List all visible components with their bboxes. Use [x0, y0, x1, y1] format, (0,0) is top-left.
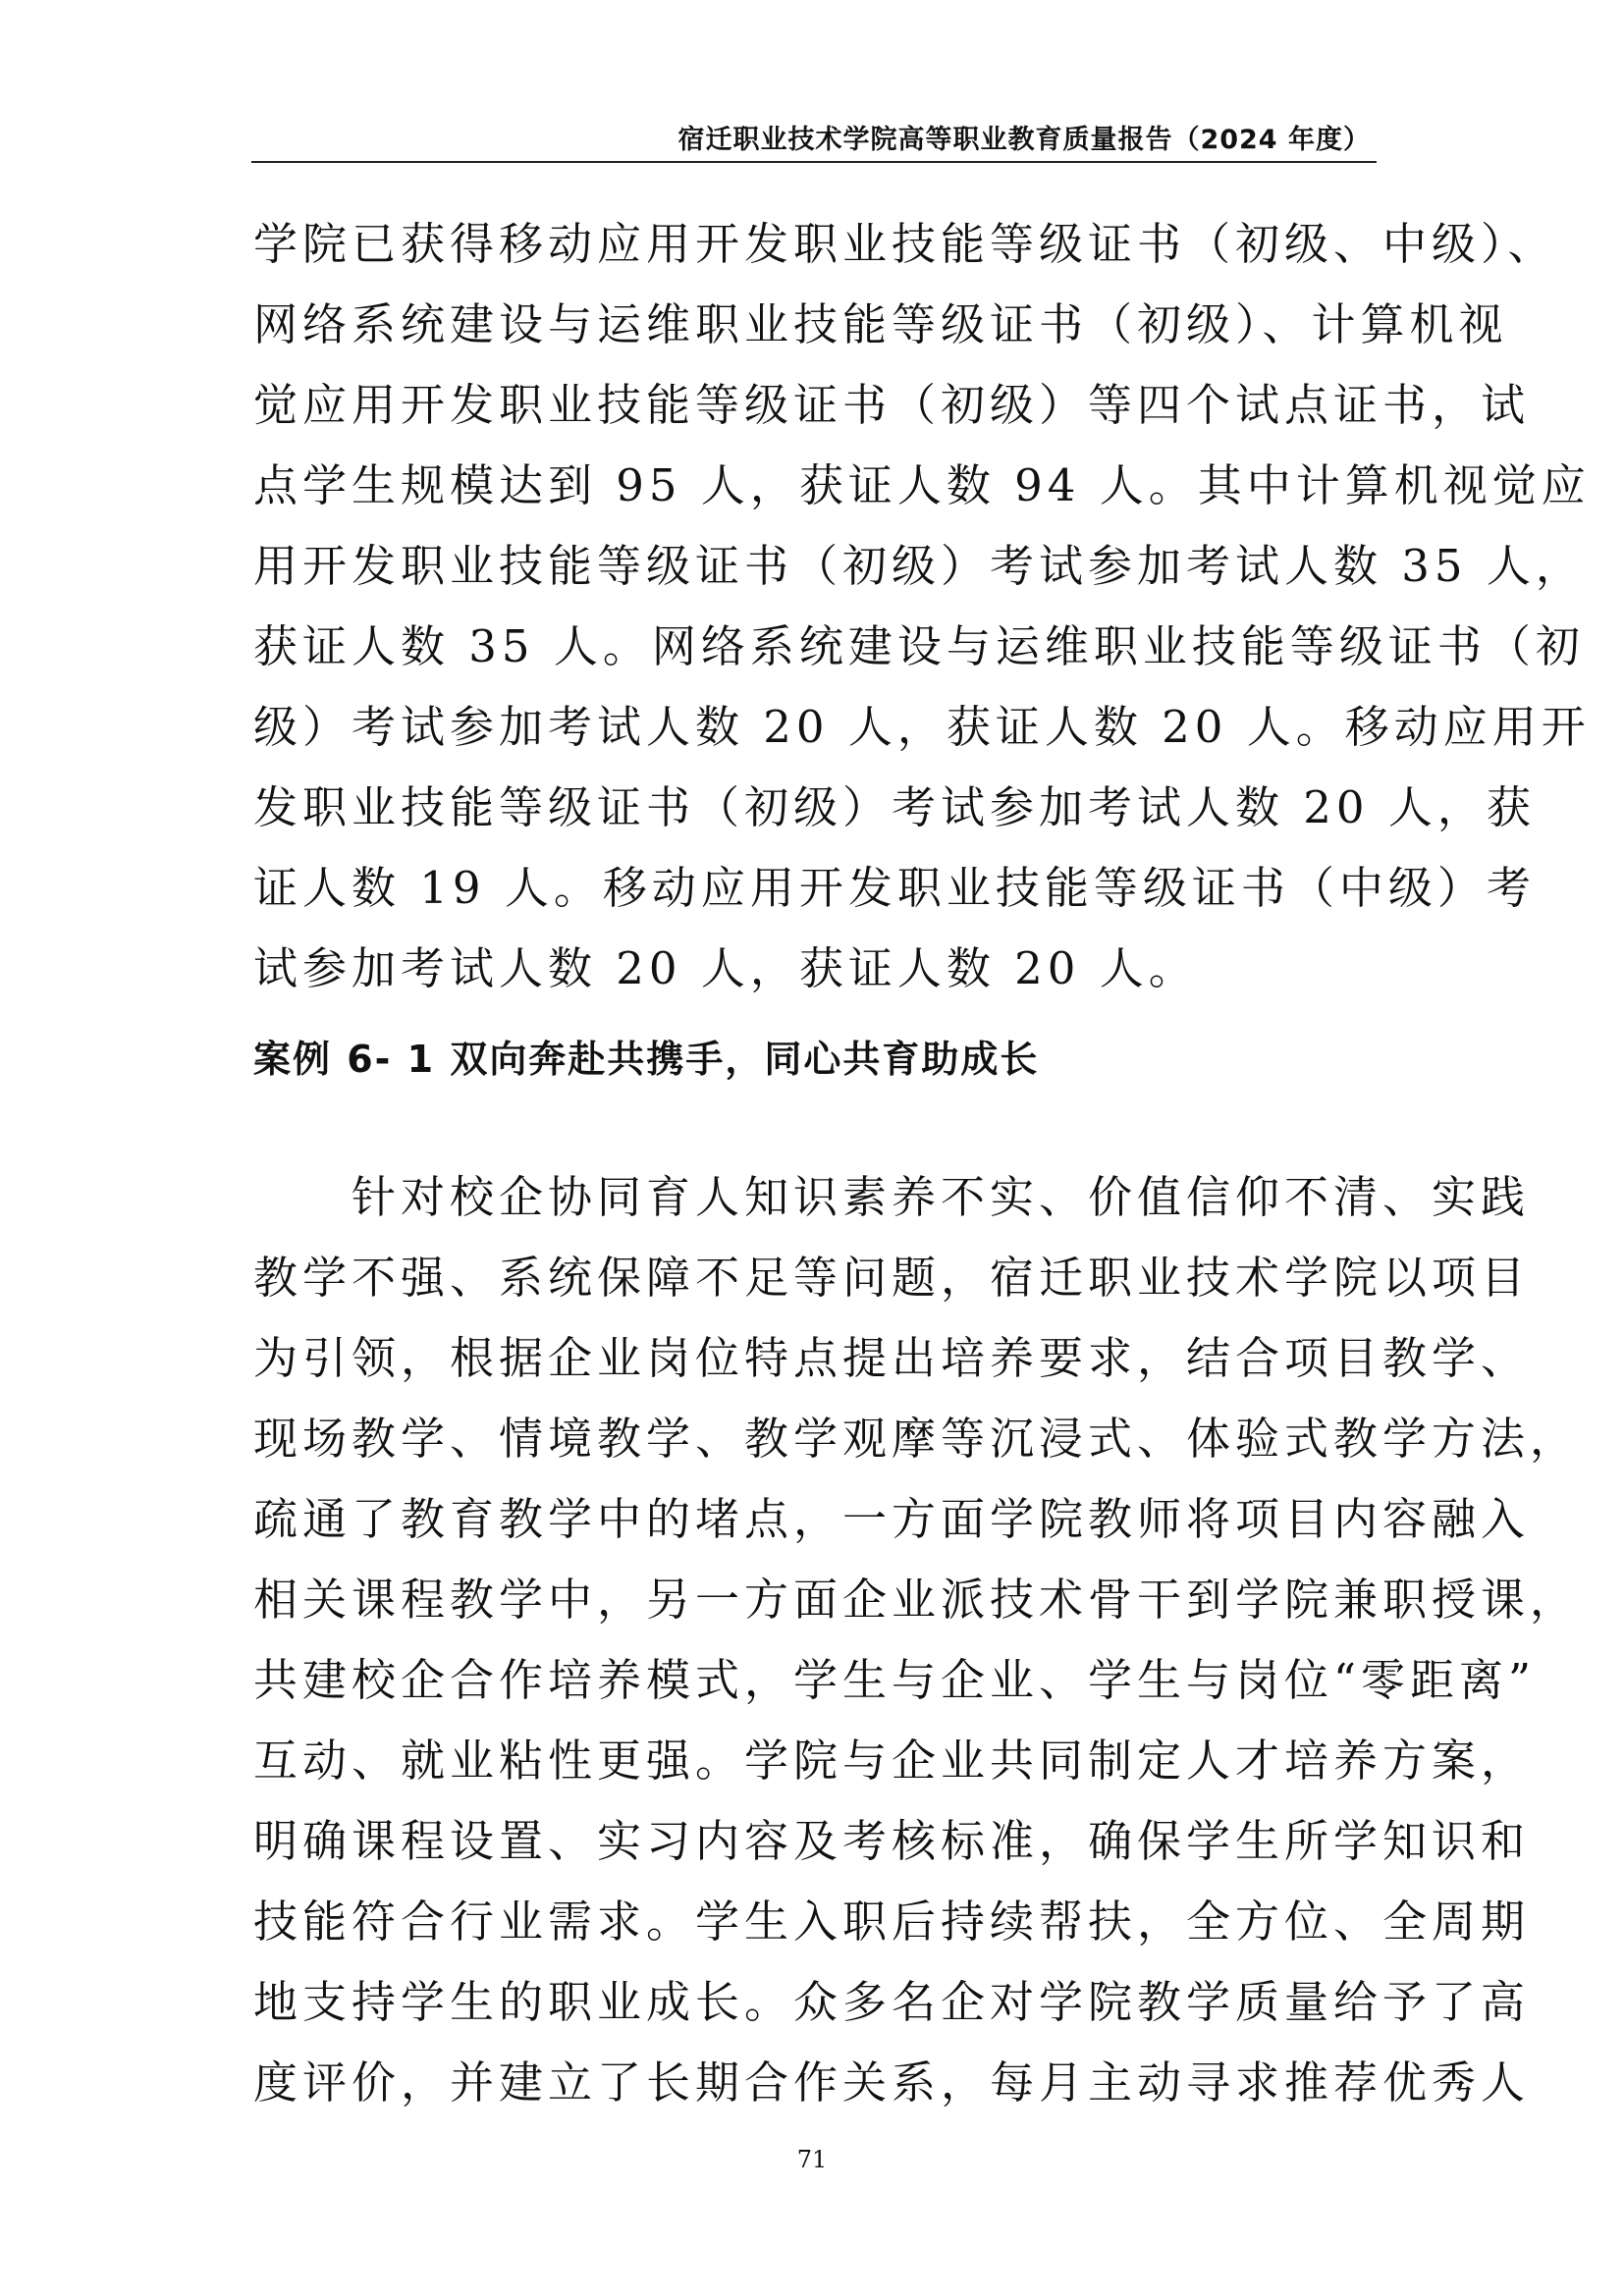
text-line: 觉应用开发职业技能等级证书（初级）等四个试点证书，试	[253, 379, 1531, 431]
text-line: 技能符合行业需求。学生入职后持续帮扶，全方位、全周期	[253, 1896, 1531, 1948]
case-heading: 案例 6- 1 双向奔赴共携手，同心共育助成长	[253, 1038, 1040, 1081]
page-number: 71	[796, 2146, 828, 2173]
text-line: 网络系统建设与运维职业技能等级证书（初级）、计算机视	[253, 298, 1508, 350]
text-line: 为引领，根据企业岗位特点提出培养要求，结合项目教学、	[253, 1332, 1531, 1384]
text-line: 针对校企协同育人知识素养不实、价值信仰不清、实践	[253, 1171, 1531, 1223]
text-line: 发职业技能等级证书（初级）考试参加考试人数 20 人，获	[253, 781, 1536, 833]
running-header: 宿迁职业技术学院高等职业教育质量报告（2024 年度）	[677, 125, 1371, 155]
text-line: 试参加考试人数 20 人，获证人数 20 人。	[253, 942, 1198, 994]
text-line: 级）考试参加考试人数 20 人，获证人数 20 人。移动应用开	[253, 701, 1591, 753]
text-line: 点学生规模达到 95 人，获证人数 94 人。其中计算机视觉应	[253, 459, 1591, 511]
text-line: 地支持学生的职业成长。众多名企对学院教学质量给予了高	[253, 1976, 1531, 2028]
text-line: 证人数 19 人。移动应用开发职业技能等级证书（中级）考	[253, 862, 1536, 914]
text-line: 相关课程教学中，另一方面企业派技术骨干到学院兼职授课，	[253, 1574, 1580, 1626]
text-line: 用开发职业技能等级证书（初级）考试参加考试人数 35 人，	[253, 540, 1585, 592]
text-line: 现场教学、情境教学、教学观摩等沉浸式、体验式教学方法，	[253, 1413, 1580, 1465]
text-line: 共建校企合作培养模式，学生与企业、学生与岗位“零距离”	[253, 1654, 1537, 1706]
paragraph-case-body	[253, 1157, 1580, 2123]
header-divider	[251, 161, 1377, 163]
text-line: 学院已获得移动应用开发职业技能等级证书（初级、中级）、	[253, 218, 1557, 270]
text-line: 明确课程设置、实习内容及考核标准，确保学生所学知识和	[253, 1815, 1531, 1867]
text-line: 疏通了教育教学中的堵点，一方面学院教师将项目内容融入	[253, 1493, 1531, 1545]
paragraph-certificates	[253, 204, 1591, 1009]
text-line: 度评价，并建立了长期合作关系，每月主动寻求推荐优秀人	[253, 2056, 1531, 2109]
text-line: 教学不强、系统保障不足等问题，宿迁职业技术学院以项目	[253, 1252, 1531, 1304]
text-line: 互动、就业粘性更强。学院与企业共同制定人才培养方案，	[253, 1735, 1531, 1787]
text-line: 获证人数 35 人。网络系统建设与运维职业技能等级证书（初	[253, 620, 1585, 672]
